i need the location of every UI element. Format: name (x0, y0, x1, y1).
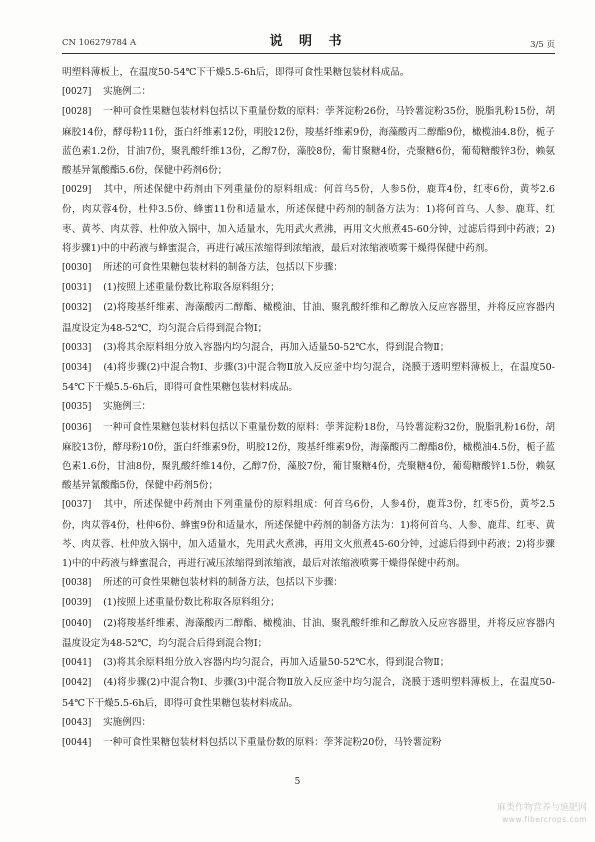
paragraph-number: [0027] (62, 87, 92, 98)
paragraph-number: [0038] (62, 578, 92, 589)
paragraph-text: 所述的可食性果糖包装材料的制备方法，包括以下步骤： (103, 577, 343, 589)
paragraph-number: [0031] (62, 283, 92, 294)
paragraph (62, 82, 555, 102)
paragraph-text: 实施例四： (103, 716, 152, 728)
page-indicator: 3/5 页 (530, 40, 555, 50)
watermark-url: www.fibercrops.com (502, 815, 587, 824)
paragraph (62, 653, 555, 673)
paragraph (62, 278, 555, 298)
page-title: 说 明 书 (269, 34, 348, 49)
paragraph (62, 573, 555, 593)
paragraph (62, 397, 555, 417)
page-header (62, 29, 555, 54)
paragraph-text: 一种可食性果糖包装材料包括以下重量份数的原料：荸荠淀粉26份，马铃薯淀粉35份，脱脂乳粉15份，胡麻胶14份，酵母粉11份，蛋白纤维素12份，明胶12份，羧基纤维素9份，海藻酸丙二醇酯9份，橄榄油4.8份，栀子蓝色素1.2份，甘油7份，聚乳酸纤维13份，乙醇7份，藻胶8份，葡甘聚糖4份，壳聚糖6份，葡萄糖酸锌3份，赖氨酸基异氰酸酯5.6份，保健中药剂6份； (62, 106, 555, 177)
paragraph-number: [0035] (62, 402, 92, 413)
paragraph-number: [0034] (62, 363, 92, 374)
paragraph (62, 673, 555, 712)
paragraph-text: (1)按照上述重量份数比称取各原料组分； (103, 282, 280, 294)
paragraph (62, 338, 555, 358)
paragraph-text: 其中，所述保健中药剂由下列重量份的原料组成：何首乌6份，人参4份，鹿茸3份，红枣5份，黄芩2.5份，肉苁蓉4份，杜仲6份、蜂蜜9份和适量水，所述保健中药剂的制备方法为：1)将何首乌、人参、鹿茸、红枣、黄芩、肉苁蓉、杜仲放入锅中，加入适量水，先用武火煮沸，再用文火煎煮45-60分钟，过滤后得到中药液；2)将步骤1)中的中药液与蜂蜜混合，再进行减压浓缩得到浓缩液，最后对浓缩液喷雾干燥得保健中药剂。 (62, 499, 555, 570)
paragraph-number: [0039] (62, 598, 92, 609)
page-number: 5 (294, 777, 301, 787)
page-footer (0, 777, 595, 787)
paragraph (62, 298, 555, 337)
paragraph-text: (3)将其余原料组分放入容器内均匀混合，再加入适量50-52℃水，得到混合物Ⅱ； (103, 657, 450, 669)
paragraph-text: (2)将羧基纤维素、海藻酸丙二醇酯、橄榄油、甘油、聚乳酸纤维和乙醇放入反应容器里，并将反应容器内温度设定为48-52℃，均匀混合后得到混合物Ⅰ； (62, 302, 555, 334)
paragraph (62, 358, 555, 397)
paragraph-text: (4)将步骤(2)中混合物Ⅰ、步骤(3)中混合物Ⅱ放入反应釜中均匀混合，浇膜于透明塑料薄板上，在温度50-54℃下干燥5.5-6h后，即得可食性果糖包装材料成品。 (62, 677, 555, 709)
paragraph (62, 614, 555, 653)
watermark (437, 802, 587, 826)
paragraph-number: [0030] (62, 263, 92, 274)
paragraph-text: 一种可食性果糖包装材料包括以下重量份数的原料：荸荠淀粉20份，马铃薯淀粉 (103, 736, 442, 748)
paragraph-text: (2)将羧基纤维素、海藻酸丙二醇酯、橄榄油、甘油、聚乳酸纤维和乙醇放入反应容器里，并将反应容器内温度设定为48-52℃，均匀混合后得到混合物Ⅰ； (62, 617, 555, 649)
paragraph-number: [0033] (62, 342, 92, 353)
paragraph (62, 593, 555, 613)
paragraph (62, 733, 555, 753)
paragraph (62, 63, 555, 82)
paragraph-number: [0044] (62, 737, 92, 748)
paragraph (62, 180, 555, 258)
paragraph-text: 其中，所述保健中药剂由下列重量份的原料组成：何首乌5份，人参5份，鹿茸4份，红枣6份，黄芩2.6份，肉苁蓉4份，杜仲3.5份、蜂蜜11份和适量水，所述保健中药剂的制备方法为：1)将何首乌、人参、鹿茸、红枣、黄芩、肉苁蓉、杜仲放入锅中，加入适量水，先用武火煮沸，再用文火煎煮45-60分钟，过滤后得到中药液；2)将步骤1)中的中药液与蜂蜜混合，再进行减压浓缩得到浓缩液，最后对浓缩液喷雾干燥得保健中药剂。 (62, 184, 555, 254)
paragraph (62, 258, 555, 278)
paragraph-number: [0043] (62, 717, 92, 728)
paragraph-number: [0032] (62, 303, 92, 314)
paragraph-text: 实施例二： (103, 86, 152, 98)
paragraph (62, 102, 555, 180)
paragraph-text: 所述的可食性果糖包装材料的制备方法，包括以下步骤： (103, 262, 343, 274)
paragraph-number: [0028] (62, 107, 92, 118)
paragraph-number: [0036] (62, 422, 92, 433)
paragraph (62, 495, 555, 573)
paragraph-number: [0041] (62, 658, 92, 669)
paragraph-text: (1)按照上述重量份数比称取各原料组分； (103, 597, 280, 609)
paragraph (62, 418, 555, 496)
paragraph-number: [0029] (62, 185, 92, 196)
paragraph-text: (3)将其余原料组分放入容器内均匀混合，再加入适量50-52℃水，得到混合物Ⅱ； (103, 341, 450, 353)
paragraph (62, 713, 555, 733)
paragraph-number: [0037] (62, 500, 92, 511)
document-number: CN 106279784 A (62, 38, 137, 48)
watermark-text: 麻类作物营养与施肥网 (496, 803, 587, 813)
paragraph-text: 实施例三： (103, 401, 152, 413)
document-body (62, 63, 555, 753)
paragraph-text: 明塑料薄板上，在温度50-54℃下干燥5.5-6h后，即得可食性果糖包装材料成品。 (62, 67, 410, 78)
paragraph-number: [0042] (62, 678, 92, 689)
paragraph-text: 一种可食性果糖包装材料包括以下重量份数的原料：荸荠淀粉18份，马铃薯淀粉32份，脱脂乳粉16份，胡麻胶13份，酵母粉10份，蛋白纤维素9份，明胶12份，羧基纤维素9份，海藻酸丙二醇酯8份，橄榄油4.5份，栀子蓝色素1.6份，甘油8份，聚乳酸纤维14份，乙醇7份，藻胶7份，葡甘聚糖4份，壳聚糖4份，葡萄糖酸锌1.5份，赖氨酸基异氰酸酯5份，保健中药剂5份； (62, 421, 555, 492)
paragraph-text: (4)将步骤(2)中混合物Ⅰ、步骤(3)中混合物Ⅱ放入反应釜中均匀混合，浇膜于透明塑料薄板上，在温度50-54℃下干燥5.5-6h后，即得可食性果糖包装材料成品。 (62, 362, 555, 394)
paragraph-number: [0040] (62, 618, 92, 629)
